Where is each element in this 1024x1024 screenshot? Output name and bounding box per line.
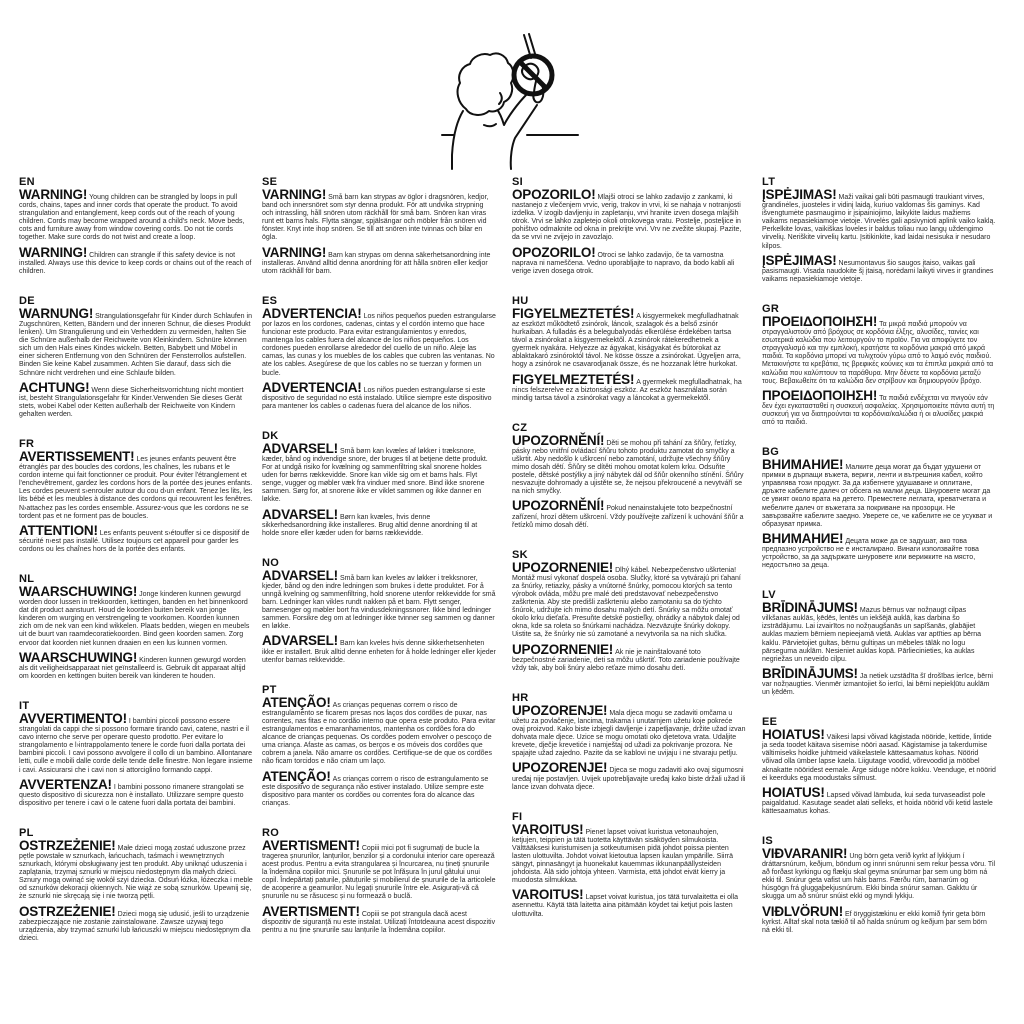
warning-keyword: UPOZORNĚNÍ!: [512, 432, 605, 448]
section-fi: [512, 811, 746, 919]
section-fr: [19, 438, 253, 554]
warning-text: Lapsed võivad lämbuda, kui seda turvaseadist pole paigaldatud. Kasutage seadet alati selleks, et hoida nöörid või ketid lastele kättesaamatus kohas.: [762, 791, 993, 815]
language-code: BG: [762, 446, 780, 459]
warning-text: Pienet lapset voivat kuristua vetonauhojen, ketjujen, teippien ja tätä tuotetta käyttävän sisäköyden silmukoista. Välttääksesi kuristumisen ja sotkeutumisen pidä johdot poissa pienten lasten ulottuvilta. Johdot voivat kietoutua lapsen kaulan ympärille. Siirrä sängyt, pinnasängyt ja huonekalut kauemmas ikkunanpäällysteiden johdoista. Älä sido johtoja yhteen. Varmista, että johdot eivät kierry ja muodosta silmukkaa.: [512, 828, 734, 885]
warning-text: Små barn kan kveles av løkker i trekksnorer, kjeder, bånd og den indre ledningen som brukes i dette produktet. For å unngå kvelning og sammenfiltring, hold snorene utenfor rekkevidde for små barn. Ledninger kan vikles rundt nakken på et barn. Flytt senger, barnesenger og møbler bort fra vindusdekningssnorer. Ikke bind ledninger sammen. Forsikre deg om at ledninger ikke tvinner seg sammen og danner en løkke.: [262, 574, 496, 631]
warning-text: Väikesi lapsi võivad kägistada nööride, kettide, lintide ja seda toodet käitava sisemise nööri aasad. Kägistamise ja takerdumise vältimiseks hoidke juhtmeid väikelastele kättesaamatus kohas. Nöörid võivad olla ümber lapse kaela. Liigutage voodid, võrevoodid ja mööbel aknakatte nööridest eemale. Ärge siduge nööre kokku. Veenduge, et nöörid ei keerduks ega moodustaks silmust.: [762, 734, 996, 782]
section-is: [762, 835, 996, 935]
warning-paragraph: [762, 903, 996, 935]
warning-blocks: [262, 305, 496, 411]
warning-blocks: [19, 305, 253, 419]
warning-text: Mlajši otroci se lahko zadavijo z zankami, ki nastanejo z vlečenjem vrvic, verig, trakov in vrvi, ki se nahaja v notranjosti izdelka. V izogib davljenju in zapletanju, vrvi hranite izven dosega mlajših otrok. Vrvi se lahko zapletejo okoli otrokovega vratu. Postelje, posteljice in pohištvo odmaknite od okna in prekrijte vrvi. Vrv ne zvežite skupaj. Pazite, da se vrvi ne zvijejo in zavozlajo.: [512, 194, 742, 242]
warning-keyword: ADVARSEL!: [262, 440, 338, 456]
warning-paragraph: [762, 727, 996, 783]
language-code: SI: [512, 176, 523, 188]
warning-paragraph: [262, 694, 496, 767]
warning-keyword: ADVARSEL!: [262, 567, 338, 583]
warning-paragraph: [19, 837, 253, 902]
warning-text: Los niños pueden estrangularse si este dispositivo de seguridad no está instalado. Utilice siempre este dispositivo para mantener los cables o cadenas fuera del alcance de los niños.: [262, 386, 492, 410]
warning-keyword: WARNUNG!: [19, 305, 94, 321]
warning-paragraph: [762, 187, 996, 251]
warning-text: Děti se mohou při tahání za šňůry, řetízky, pásky nebo vnitřní ovládací šňůru tohoto produktu zamotat do smyčky a uškrtit. Aby nedošlo k uškrcení nebo zamotání, udržujte všechny šňůry mimo dosah dětí. Šňůry se dítěti mohou omotat kolem krku. Odsuňte postele, dětské postýlky a jiný nábytek dál od šňůr okenního stínění. Šňůry nesvazujte dohromady a ujistěte se, že nejsou překroucené a nevytváří se na nich smyčky.: [512, 439, 744, 496]
warning-keyword: UPOZORENJE!: [512, 760, 608, 776]
warning-paragraph: [512, 702, 746, 759]
language-code: DK: [262, 429, 279, 442]
section-bg: [762, 446, 996, 570]
warning-paragraph: [512, 821, 746, 886]
section-se: [262, 176, 496, 276]
section-en: [19, 176, 253, 276]
warning-text: A kisgyermekek megfulladhatnak az eszközt működtető zsinórok, láncok, szalagok és a belső zsinór hurkaiban. A fulladás és a belegubalyodás elkerülése érdekében tartsa távol a zsinórokat a kisgyermekektől. A zsinórok rátekeredhetnek a gyermek nyakára. Helyezze az ágyakat, kiságyakat és bútorokat az ablaktakaró zsinóroktól távol. Ne kösse össze a zsinórokat. Ügyeljen arra, hogy a zsinórok ne csavarodjanak össze, és ne hozzanak létre hurkokat.: [512, 312, 741, 369]
warning-blocks: [19, 837, 253, 943]
warning-blocks: [512, 432, 746, 530]
language-code: RO: [262, 826, 280, 839]
warning-paragraph: [19, 649, 253, 681]
warning-text: Nesumontavus šio saugos įtaiso, vaikas gali pasismaugti. Visada naudokite šį įtaisą, norėdami laikyti virves ir grandines vaikams nepasiekiamoje vietoje.: [762, 259, 994, 283]
warning-blocks: [262, 567, 496, 665]
section-de: [19, 295, 253, 419]
warning-paragraph: [762, 665, 996, 697]
language-code: SK: [512, 548, 528, 561]
warning-blocks: [19, 710, 253, 808]
warning-paragraph: [512, 498, 746, 529]
section-dk: [262, 430, 496, 538]
warning-paragraph: [762, 600, 996, 664]
warning-keyword: AVVERTIMENTO!: [19, 710, 127, 726]
warning-text: Maži vaikai gali būti pasmaugti traukiant virves, grandinėles, juosteles ir vidinį laidą, kuriuo valdomas šis gaminys. Kad išvengtumėte pasmaugimo ir įsipainiojimo, laikykite laidus mažiems vaikams nepasiekiamoje vietoje. Virvelės gali apsivynioti aplink vaiko kaklą. Perkelkite lovas, vaikiškas loveles ir baldus toliau nuo langų uždengimo virvelių. Neriškite virvelių kartu. Įsitikinkite, kad laidai nesisuka ir nesudaro kilpos.: [762, 194, 996, 250]
warning-paragraph: [762, 457, 996, 529]
warning-text: Ef öryggistækinu er ekki komið fyrir geta börn kyrkst. Alltaf skal nota tækið til að halda snúrum og keðjum þar sem börn ná ekki til.: [762, 910, 987, 934]
warning-keyword: UPOZORNĚNÍ!: [512, 498, 605, 514]
warning-text: Ja netiek uzstādīta šī drošības ierīce, bērni var nožņaugties. Vienmēr izmantojiet šo ierīci, lai bērni nepiekļūtu auklām un ķēdēm.: [762, 672, 993, 697]
section-pl: [19, 827, 253, 943]
warning-blocks: [19, 187, 253, 276]
warning-keyword: ВНИМАНИЕ!: [762, 530, 844, 546]
warning-text: Pokud nenainstalujete toto bezpečnostní zařízení, hrozí dětem uškrcení. Vždy používejte zařízení k uchování šňůr a řetízků mimo dosah dětí.: [512, 505, 744, 529]
warning-keyword: WARNING!: [19, 187, 88, 202]
section-no: [262, 557, 496, 665]
warning-paragraph: [512, 187, 746, 243]
warning-blocks: [512, 559, 746, 673]
warning-blocks: [512, 821, 746, 919]
section-hu: [512, 295, 746, 403]
warning-paragraph: [762, 784, 996, 816]
warning-paragraph: [262, 506, 496, 538]
warning-paragraph: [762, 530, 996, 570]
warning-text: Децата може да се задушат, ако това предпазно устройство не е инсталирано. Винаги използвайте това устройство, за да задържате шнуровете или верижките на място, недостъпно за деца.: [762, 537, 979, 570]
language-code: IS: [762, 834, 773, 847]
language-code: NL: [19, 573, 35, 585]
warning-keyword: ACHTUNG!: [19, 379, 90, 395]
warning-keyword: OSTRZEŻENIE!: [19, 837, 116, 853]
warning-text: Mala djeca mogu se zadaviti omčama u užetu za povlačenje, lancima, trakama i unutarnjem užetu koje pokreće ovaj proizvod. Kako biste izbjegli davljenje i zapetljavanje, držite užad izvan dohvata male djece. Uzice se mogu omotati oko djetetova vrata. Udaljite krevete, dječje krevetiće i namještaj od užadi za pokrivanje prozora. Ne spajajte užad zajedno. Pazite da se kablovi ne uvijaju i ne stvaraju petlju.: [512, 709, 746, 758]
warning-text: Barn kan kveles hvis denne sikkerhetsenheten ikke er installert. Bruk alltid denne enheten for å holde ledninger eller kjeder utenfor barnas rekkevidde.: [262, 640, 496, 664]
warning-keyword: HOIATUS!: [762, 784, 825, 800]
section-si: [512, 176, 746, 276]
section-ro: [262, 827, 496, 935]
warning-blocks: [262, 187, 496, 276]
language-code: IT: [19, 699, 30, 712]
column-2: [262, 176, 496, 954]
warning-paragraph: [512, 760, 746, 791]
section-cz: [512, 422, 746, 530]
warning-paragraph: [262, 379, 496, 411]
warning-keyword: ADVERTENCIA!: [262, 305, 362, 321]
warning-keyword: VAROITUS!: [512, 887, 584, 903]
warning-text: Dlhý kábel. Nebezpečenstvo uškrtenia! Montáž musí vykonať dospelá osoba. Slučky, ktoré sa vytvárajú pri ťahaní za šnúrky, retiazky, pásky a vnútorné šnúrky, pomocou ktorých sa tento výrobok ovláda, môžu pre malé deti predstavovať nebezpečenstvo zaškrtenia. Aby ste predišli zaškrteniu alebo zamotaniu sa do týchto šnúrok, udržujte ich mimo dosahu malých detí. Šnúrky sa môžu omotať okolo krku dieťaťa. Presuňte detské postieľky, ohrádky a nábytok ďalej od okna, kde sa roleta so šnúrkami nachádza. Nezväzujte šnúrky dokopy. Uistite sa, že šnúrky nie sú zamotané a nevytvorila sa na nich slučka.: [512, 566, 741, 639]
warning-paragraph: [19, 187, 253, 243]
warning-text: Copiii se pot strangula dacă acest dispozitiv de siguranță nu este instalat. Utilizați întotdeauna acest dispozitiv pentru a nu ține șnururile sau lanțurile la îndemâna copiilor.: [262, 910, 496, 934]
warning-paragraph: [19, 903, 253, 943]
warning-text: Otroci se lahko zadavijo, če ta varnostna naprava ni nameščena. Vedno uporabljajte to napravo, da bodo kabli ali verige izven dosega otrok.: [512, 251, 735, 275]
warning-paragraph: [19, 776, 253, 808]
warning-paragraph: [19, 379, 253, 419]
warning-keyword: OPOZORILO!: [512, 244, 596, 260]
warning-paragraph: [262, 305, 496, 378]
column-3: [512, 176, 746, 938]
warning-keyword: VAROITUS!: [512, 821, 584, 837]
warning-paragraph: [19, 522, 253, 554]
language-code: HU: [512, 294, 529, 307]
section-ee: [762, 716, 996, 816]
warning-keyword: WARNING!: [19, 244, 88, 260]
warning-paragraph: [19, 710, 253, 775]
language-code: DE: [19, 294, 35, 307]
language-code: SE: [262, 176, 278, 188]
section-es: [262, 295, 496, 411]
warning-keyword: HOIATUS!: [762, 727, 825, 743]
warning-keyword: ВНИМАНИЕ!: [762, 457, 844, 473]
section-lv: [762, 589, 996, 697]
warning-paragraph: [512, 371, 746, 403]
warning-keyword: ATTENTION!: [19, 522, 98, 538]
warning-keyword: ADVARSEL!: [262, 506, 338, 522]
language-code: GR: [762, 302, 780, 315]
warning-paragraph: [762, 252, 996, 284]
warning-keyword: VARNING!: [262, 187, 327, 202]
warning-blocks: [19, 448, 253, 554]
warning-keyword: OSTRZEŻENIE!: [19, 903, 116, 919]
section-lt: [762, 176, 996, 284]
language-code: PL: [19, 826, 34, 839]
warning-keyword: FIGYELMEZTETÉS!: [512, 371, 635, 387]
language-code: FR: [19, 437, 35, 450]
warning-keyword: ADVARSEL!: [262, 633, 338, 649]
warning-text: Barn kan strypas om denna säkerhetsanordning inte installeras. Använd alltid denna anordning för att hålla snören eller kedjor utom räckhåll för barn.: [262, 251, 491, 275]
language-code: ES: [262, 294, 278, 307]
language-code: LV: [762, 589, 776, 602]
warning-keyword: ATENÇÃO!: [262, 694, 331, 710]
warning-blocks: [762, 187, 996, 284]
warning-text: Τα μικρά παιδιά μπορούν να στραγγαλιστούν από βρόχους σε κορδόνια έλξης, αλυσίδες, ταινίες και εσωτερικά καλώδια που λειτουργούν το προϊόν. Για να αποφύγετε τον στραγγαλισμό και την εμπλοκή, κρατήστε τα κορδόνια μακριά από μικρά παιδιά. Τα κορδόνια μπορεί να τυλιχτούν γύρω από το λαιμό ενός παιδιού. Μετακινήστε τα κρεβάτια, τις βρεφικές κούνιες και τα έπιπλα μακριά από τα καλώδια που καλύπτουν τα παράθυρα. Μην δένετε τα κορδόνια μεταξύ τους. Βεβαιωθείτε ότι τα καλώδια δεν στρίβουν και δημιουργούν βρόχο.: [762, 320, 994, 385]
column-1: [19, 176, 253, 962]
warning-text: Малките деца могат да бъдат удушени от примки в дърпащи въжета, вериги, ленти и вътрешния кабел, който управлява този продукт. За да избегнете удушаване и оплитане, дръжте кабелите далеч от обсега на малки деца. Шнуровете могат да се увият около врата на детето. Преместете леглата, креватчетата и мебелите далеч от въжетата за покриване на прозорци. Не завързвайте кабелите заедно. Уверете се, че кабелите не се усукват и образуват примка.: [762, 464, 993, 528]
warning-keyword: VIÐVARANIR!: [762, 845, 848, 861]
warning-keyword: UPOZORENJE!: [512, 702, 608, 718]
warning-blocks: [512, 305, 746, 403]
warning-paragraph: [512, 244, 746, 276]
warning-blocks: [762, 845, 996, 935]
warning-text: As crianças pequenas correm o risco de estrangulamento se ficarem presas nos laços dos cordões de puxar, nas correntes, nas fitas e no cordão interno que opera este produto. Para evitar estrangulamentos e emaranhamentos, mantenha os cordões fora do alcance de crianças pequenas. Os cordões podem envolver o pescoço de uma criança. Afaste as camas, os berços e os móveis dos cordões que cobrem a janela. Não amarre os cordões. Certifique-se de que os cordões não ficam torcidos e não criam um laço.: [262, 701, 496, 766]
warning-keyword: BRĪDINĀJUMS!: [762, 665, 858, 681]
warning-text: I bambini possono rimanere strangolati se questo dispositivo di sicurezza non è installato. Utilizzare sempre questo dispositivo per tenere i cavi o le catene fuori dalla portata dei bambini.: [19, 783, 244, 807]
warning-keyword: AVERTISSEMENT!: [19, 448, 135, 464]
warning-keyword: UPOZORNENIE!: [512, 559, 614, 575]
warning-keyword: AVERTISMENT!: [262, 837, 360, 853]
warning-text: Mazus bērnus var nožņaugt cilpas vilkšanas auklās, ķēdēs, lentēs un iekšējā auklā, kas darbina šo izstrādājumu. Lai izvairītos no nožņaugšanās un sapīšanās, glabājiet auklas maziem bērniem nepieejamā vietā. Auklas var aptīties ap bērna kaklu. Pārvietojiet gultas, bērnu gultiņas un mēbeles tālāk no logu pārseguma auklām. Nesieniet auklas kopā. Pārliecinieties, ka auklas negriežas un neveido cilpu.: [762, 607, 982, 663]
warning-keyword: WAARSCHUWING!: [19, 649, 138, 665]
warning-paragraph: [262, 567, 496, 632]
warning-text: A gyermekek megfulladhatnak, ha nincs felszerelve ez a biztonsági eszköz. Az eszköz használata során mindig tartsa távol a zsinórokat vagy a láncokat a gyermekektől.: [512, 378, 742, 402]
warning-blocks: [262, 694, 496, 808]
warning-text: Strangulationsgefahr für Kinder durch Schlaufen in Zugschnüren, Ketten, Bändern und der inneren Schnur, die dieses Produkt lenken). Um Strangulierung und ein Verheddern zu vermeiden, halten Sie die Schnüre außerhalb der Reichweite von Kleinkindern. Schnüre können sich um den Hals eines Kindes wickeln. Betten, Babybett und Möbel in einer sicheren Entfernung von den Schnüren der Fensterrollos aufstellen. Binden Sie keine Kabel zusammen. Achten Sie darauf, dass sich die Schnüre nicht verdrehen und eine Schlaufe bilden.: [19, 312, 252, 377]
warning-text: Små barn kan strypas av öglor i dragsnören, kedjor, band och innersnöret som styr denna produkt. För att undvika strypning och intrassling, håll snören utom räckhåll för små barn. Snören kan viras runt ett barns hals. Flytta sängar, spjälsängar och möbler från snören vid fönster. Knyt inte ihop snören. Se till att snören inte tvinnas och bilar en ögla.: [262, 194, 489, 242]
section-it: [19, 700, 253, 808]
warning-text: Young children can be strangled by loops in pull cords, chains, tapes and inner cords that operate the product. To avoid strangulation and entanglement, keep cords out of the reach of young children. Cords may become wrapped around a child's neck. Move beds, cots and furniture away from window covering cords. Do not tie cords together. Make sure cords do not twist and create a loop.: [19, 194, 245, 242]
warning-paragraph: [262, 244, 496, 276]
warning-keyword: UPOZORNENIE!: [512, 641, 614, 657]
warning-paragraph: [512, 641, 746, 673]
warning-text: Los niños pequeños pueden estrangularse por lazos en los cordones, cadenas, cintas y el cordón interno que hace funcionar este producto. Para evitar estrangulamientos y enredos, mantenga los cables fuera del alcance de los niños pequeños. Los cordones pueden enrollarse alrededor del cuello de un niño. Aleje las camas, las cunas y los muebles de los cables que cubren las ventanas. No ate los cables. Asegúrese de que los cables no se tuerzan y formen un bucle.: [262, 312, 496, 377]
warning-text: Jonge kinderen kunnen gewurgd worden door lussen in trekkoorden, kettingen, banden en het binnenkoord dat dit product aanstuurt. Houd de koorden buiten bereik van jonge kinderen om wurging en verstrengeling te voorkomen. Koorden kunnen zich om de nek van een kind wikkelen. Plaats bedden, wiegen en meubels uit de buurt van raamdecoratiekoorden. Bind geen koorden samen. Zorg ervoor dat koorden niet kunnen draaien en een lus kunnen vormen.: [19, 591, 250, 647]
warning-text: I bambini piccoli possono essere strangolati da cappi che si possono formare tirando cavi, catene, nastri e il cavo interno che serve per operare questo prodotto. Per evitare lo strangolamento e l›intrappolamento tenere le corde fuori dalla portata dei bambini piccoli. I cavi possono avvolgere il collo di un bambino. Allontanare letti, culle e mobili dalle corde delle tende delle finestre. Non legare insieme i cavi. Assicurarsi che i cavi non si attorciglino formando cappi.: [19, 717, 253, 774]
warning-paragraph: [762, 387, 996, 427]
warning-text: Lapset voivat kuristua, jos tätä turvalaitetta ei olla asennettu. Käytä tätä laitetta aina pitämään köydet tai ketjut pois lasten ulottuvilta.: [512, 894, 738, 918]
warning-text: Wenn diese Sicherheitsvorrichtung nicht montiert ist, besteht Strangulationsgefahr für Kinder.Verwenden Sie dieses Gerät stets, wobei Kabel oder Ketten außerhalb der Reichweite von Kindern gehalten werden.: [19, 386, 244, 418]
section-hr: [512, 692, 746, 792]
warning-paragraph: [262, 837, 496, 902]
warning-paragraph: [512, 432, 746, 497]
warning-keyword: FIGYELMEZTETÉS!: [512, 305, 635, 321]
language-code: HR: [512, 691, 529, 704]
warning-text: Children can strangle if this safety device is not installed. Always use this device to keep cords or chains out of the reach of children.: [19, 251, 252, 275]
section-sk: [512, 549, 746, 673]
section-pt: [262, 684, 496, 808]
warning-text: Les enfants peuvent s›étouffer si ce dispositif de sécurité n›est pas installé. Utilisez toujours cet appareil pour garder les cordons ou les chaînes hors de la portée des enfants.: [19, 529, 250, 553]
warning-paragraph: [512, 305, 746, 370]
warning-keyword: VARNING!: [262, 244, 327, 260]
warning-text: Kinderen kunnen gewurgd worden als dit veiligheidsapparaat niet geïnstalleerd is. Gebruik dit apparaat altijd om koorden en kettingen buiten bereik van kinderen te houden.: [19, 656, 246, 680]
warning-paragraph: [262, 187, 496, 243]
warning-paragraph: [19, 244, 253, 276]
language-code: CZ: [512, 421, 528, 434]
warning-keyword: ĮSPĖJIMAS!: [762, 252, 837, 268]
warning-keyword: AVVERTENZA!: [19, 776, 112, 792]
warning-blocks: [262, 837, 496, 935]
language-code: EN: [19, 176, 35, 188]
warning-keyword: VIÐLVÖRUN!: [762, 903, 843, 919]
warning-keyword: ĮSPĖJIMAS!: [762, 187, 837, 202]
warning-text: Dzieci mogą się udusić, jeśli to urządzenie zabezpieczające nie zostanie zainstalowane. Zawsze używaj tego urządzenia, aby trzymać sznurki lub łańcuszki w miejscu niedostępnym dla dzieci.: [19, 910, 251, 942]
warning-keyword: OPOZORILO!: [512, 187, 596, 202]
warning-text: Djeca se mogu zadaviti ako ovaj sigurnosni uređaj nije postavljen. Uvijek upotrebljavajte uređaj kako biste držali užad ili lance izvan dohvata djece.: [512, 767, 746, 791]
warning-blocks: [262, 440, 496, 538]
column-4: [762, 176, 996, 954]
warning-text: Τα παιδιά ενδέχεται να πνιγούν εάν δεν έχει εγκατασταθεί η συσκευή ασφαλείας. Χρησιμοποιείτε πάντα αυτή τη συσκευή για να διατηρούνται τα κορδόνια/καλώδια ή οι αλυσίδες μακριά από τα παιδιά.: [762, 394, 995, 426]
warning-keyword: ΠΡΟΕΙΔΟΠΟΙΗΣΗ!: [762, 387, 878, 403]
language-code: PT: [262, 683, 277, 696]
warning-text: Copiii mici pot fi sugrumați de bucle la tragerea șnururilor, lanțurilor, benzilor și a cordonului interior care operează acest produs. Pentru a evita strangularea și încurcarea, nu țineți șnururile la îndemâna copiilor mici. Șnururile se pot înfășura în jurul gâtului unui copil. Îndepărtați paturile, pătuțurile și mobilierul de șnururile de la articolele de acoperire a geamurilor. Nu legați șnururile între ele. Asigurați-vă că șnururile nu se răsucesc și nu formează o buclă.: [262, 844, 496, 901]
warning-keyword: BRĪDINĀJUMS!: [762, 600, 858, 616]
warning-paragraph: [262, 440, 496, 505]
warning-paragraph: [19, 448, 253, 521]
warning-keyword: ADVERTENCIA!: [262, 379, 362, 395]
warning-paragraph: [262, 768, 496, 808]
warning-paragraph: [512, 559, 746, 640]
warning-text: Małe dzieci mogą zostać uduszone przez pętle powstałe w sznurkach, łańcuchach, taśmach i wewnętrznych sznurkach, którymi obsługiwany jest ten produkt. Aby uniknąć uduszenia i zaplątania, trzymaj sznurki w miejscu niedostępnym dla małych dzieci. Sznury mogą owinąć się wokół szyi dziecka. Odsuń łóżka, łóżeczka i meble od sznurków dekoracji okiennych. Nie wiąż ze sobą sznurków. Upewnij się, że sznurki nie skręcają się i nie tworzą pętli.: [19, 844, 253, 901]
language-code: NO: [262, 556, 280, 569]
section-nl: [19, 573, 253, 681]
warning-blocks: [19, 584, 253, 681]
warning-text: As crianças correm o risco de estrangulamento se este dispositivo de segurança não estiver instalado. Utilize sempre este dispositivo para manter os cordões ou correntes fora do alcance das crianças.: [262, 775, 489, 807]
warning-text: Ung börn geta verið kyrkt af lykkjum í dráttarsnúrum, keðjum, böndum og innri snúrunni sem rekur þessa vöru. Til að forðast kyrkingu og flækju skal geyma snúrurnar þar sem ung börn ná ekki til. Snúrur geta vafist um háls barns. Færðu rúm, barnarúm og húsgögn frá gluggaþekjusnúrum. Ekki binda snúrur saman. Gakktu úr skugga um að snúrur snúist ekki og myndi lykkju.: [762, 852, 996, 901]
warning-paragraph: [262, 903, 496, 935]
warning-paragraph: [762, 313, 996, 386]
warning-blocks: [762, 313, 996, 427]
warning-paragraph: [19, 584, 253, 648]
section-gr: [762, 303, 996, 427]
language-code: LT: [762, 176, 776, 188]
warning-keyword: ATENÇÃO!: [262, 768, 331, 784]
language-code: EE: [762, 716, 778, 729]
warning-blocks: [762, 457, 996, 570]
warning-keyword: ΠΡΟΕΙΔΟΠΟΙΗΣΗ!: [762, 313, 878, 329]
warning-paragraph: [19, 305, 253, 378]
warning-text: Børn kan kvæles, hvis denne sikkerhedsanordning ikke installeres. Brug altid denne anordning til at holde snore eller kæder uden for børns rækkevidde.: [262, 513, 478, 537]
warning-paragraph: [262, 633, 496, 664]
warning-blocks: [762, 727, 996, 816]
warning-paragraph: [762, 845, 996, 902]
warning-keyword: AVERTISMENT!: [262, 903, 360, 919]
warning-text: Små børn kan kvæles af løkker i træksnore, kæder, bånd og indvendige snore, der bruges til at betjene dette produkt. For at undgå risiko for kvælning og sammenfiltring skal snorene holdes uden for børns rækkevidde. Snore kan vikle sig om et barns hals. Flyt senge, vugger og møbler væk fra vinduer med snore. Bind ikke snorene sammen. Sørg for, at snorene ikke er viklet sammen og ikke danner en løkke.: [262, 447, 488, 504]
warning-blocks: [762, 600, 996, 697]
warning-text: Ak nie je nainštalované toto bezpečnostné zariadenie, deti sa môžu uškrtiť. Toto zariadenie používajte vždy tak, aby boli šnúry alebo reťaze mimo dosahu detí.: [512, 648, 740, 672]
warning-blocks: [512, 702, 746, 792]
warning-blocks: [512, 187, 746, 276]
language-code: FI: [512, 810, 523, 823]
warning-text: Les jeunes enfants peuvent être étranglés par des boucles des cordons, les chaînes, les rubans et le cordon interne qui fait fonctionner ce produit. Pour éviter l'étranglement et l'enchevêtrement, gardez les cordons hors de la portée des jeunes enfants. Les cordes peuvent s›enrouler autour du cou d›un enfant. Tenez les lits, les lits bébé et les meubles à distance des cordons qui recouvrent les fenêtres. N›attachez pas les cordes ensemble. Assurez-vous que les cordons ne se tordent pas et ne forment pas de boucles.: [19, 455, 253, 520]
warning-paragraph: [512, 887, 746, 918]
warning-keyword: WAARSCHUWING!: [19, 584, 138, 599]
